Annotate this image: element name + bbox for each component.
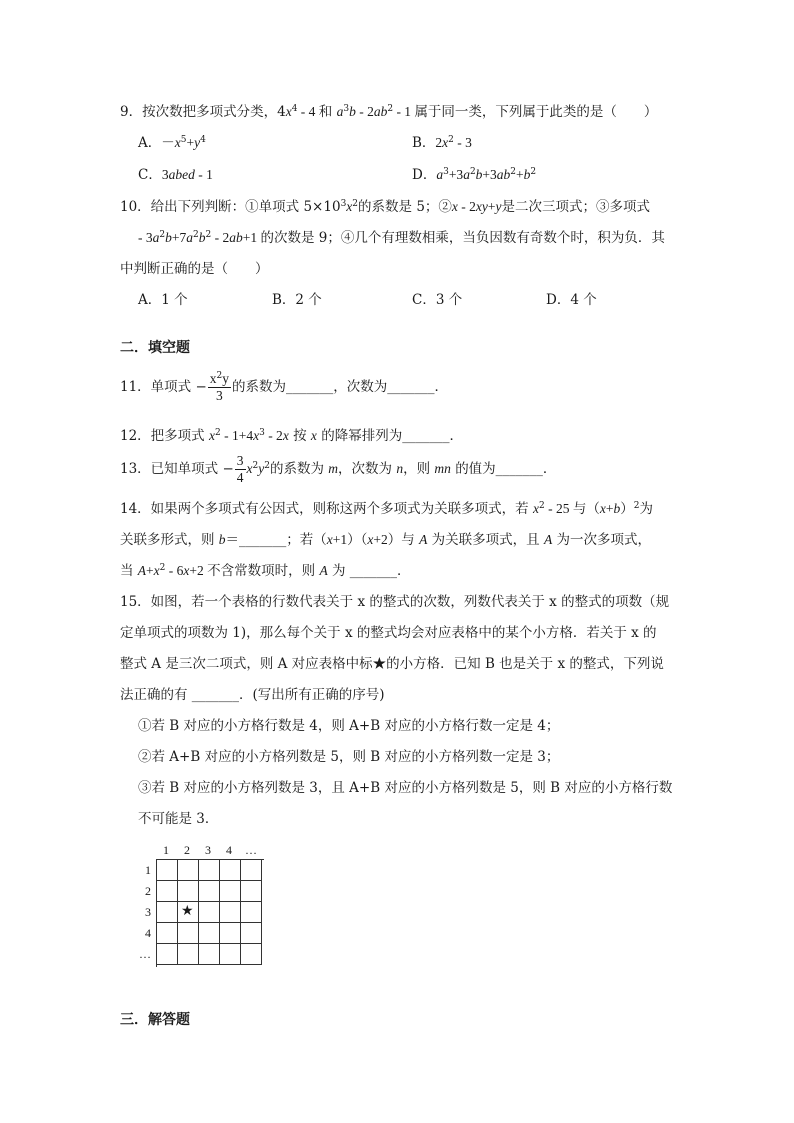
section-answer-title: 三．解答题 bbox=[120, 1012, 190, 1028]
q15-statement-2: ②若 A+B 对应的小方格列数是 5，则 B 对应的小方格列数一定是 3； bbox=[138, 749, 560, 765]
q15-statement-3-cont: 不可能是 3． bbox=[138, 811, 219, 827]
q10-option-c: C．3 个 bbox=[412, 292, 463, 308]
grid-row-label: 3 bbox=[145, 905, 151, 919]
q15-grid-figure bbox=[137, 843, 277, 973]
q13: 13．已知单项式 − $\frac{3}{4}$ $x^2y^2$的系数为 m，次数为 n，则 mn 的值为_______． bbox=[120, 453, 557, 485]
q15-statement-3: ③若 B 对应的小方格列数是 3，且 A+B 对应的小方格列数是 5，则 B 对应的小方格行数 bbox=[138, 780, 673, 796]
q10-option-d: D．4 个 bbox=[546, 292, 597, 308]
q9-stem: 9．按次数把多项式分类，$4x^4 - 4$ 和 $a^3b - 2ab^2 - 1$ 属于同一类，下列属于此类的是（ ） bbox=[120, 104, 658, 120]
q14-line3: 当 $A+x^2 - 6x+2$ 不含常数项时，则 A 为 _______． bbox=[120, 563, 411, 579]
q9-option-d: D．$a^3+3a^2b+3ab^2+b^2$ bbox=[412, 167, 537, 183]
q15-line4: 法正确的有 _______．(写出所有正确的序号) bbox=[120, 687, 385, 703]
q9-option-a: A．$-x^5+y^4$ bbox=[138, 135, 206, 151]
star-icon: ★ bbox=[181, 903, 194, 919]
grid-col-label: 1 bbox=[163, 843, 169, 857]
q15-line2: 定单项式的项数为 1)，那么每个关于 x 的整式均会对应表格中的某个小方格．若关于 x 的 bbox=[120, 625, 657, 641]
grid-row-label: 4 bbox=[145, 926, 151, 940]
q11-fraction: $\frac{x^2y}{3}$ bbox=[209, 371, 230, 403]
section-fill-in-title: 二．填空题 bbox=[120, 340, 190, 356]
q10-option-b: B．2 个 bbox=[272, 292, 322, 308]
q14-line1: 14．如果两个多项式有公因式，则称这两个多项式为关联多项式，若 $x^2 - 25$ 与$(x+b)^2$为 bbox=[120, 501, 653, 517]
grid-col-label: 4 bbox=[226, 843, 232, 857]
q12: 12．把多项式 $x^2 - 1+4x^3 - 2x$ 按 x 的降幂排列为_______． bbox=[120, 428, 463, 444]
grid-col-label: 2 bbox=[184, 843, 190, 857]
grid-col-label: 3 bbox=[205, 843, 211, 857]
grid-col-label: … bbox=[245, 843, 257, 857]
q11: 11．单项式 − $\frac{x^2y}{3}$ 的系数为_______，次数为_______． bbox=[120, 371, 449, 403]
q15-statement-1: ①若 B 对应的小方格行数是 4，则 A+B 对应的小方格行数一定是 4； bbox=[138, 718, 560, 734]
grid-row-label: 1 bbox=[145, 863, 151, 877]
q10-line1: 10．给出下列判断：①单项式 $5\times 10^3x^2$的系数是 5；②x - 2xy+y是二次三项式；③多项式 bbox=[120, 199, 651, 215]
q15-line1: 15．如图，若一个表格的行数代表关于 x 的整式的次数，列数代表关于 x 的整式的项数（规 bbox=[120, 594, 670, 610]
grid-table bbox=[156, 859, 264, 967]
q9-option-b: B．$2x^2 - 3$ bbox=[412, 135, 472, 151]
q13-fraction: $\frac{3}{4}$ bbox=[236, 453, 244, 485]
grid-row-label: 2 bbox=[145, 884, 151, 898]
q10-line2: - $3a^2b+7a^2b^2 - 2ab+1$ 的次数是 9；④几个有理数相乘，当负因数有奇数个时，积为负．其 bbox=[138, 230, 665, 246]
q15-line3: 整式 A 是三次二项式，则 A 对应表格中标★的小方格．已知 B 也是关于 x 的整式，下列说 bbox=[120, 656, 664, 672]
q14-line2: 关联多形式，则 b＝_______；若（x+1）（x+2）与 A 为关联多项式，且 A 为一次多项式， bbox=[120, 532, 651, 548]
q10-option-a: A．1 个 bbox=[138, 292, 188, 308]
q10-line3: 中判断正确的是（ ） bbox=[120, 261, 269, 277]
grid-row-label: … bbox=[139, 947, 151, 961]
q9-option-c: C．3abed - 1 bbox=[138, 167, 213, 183]
